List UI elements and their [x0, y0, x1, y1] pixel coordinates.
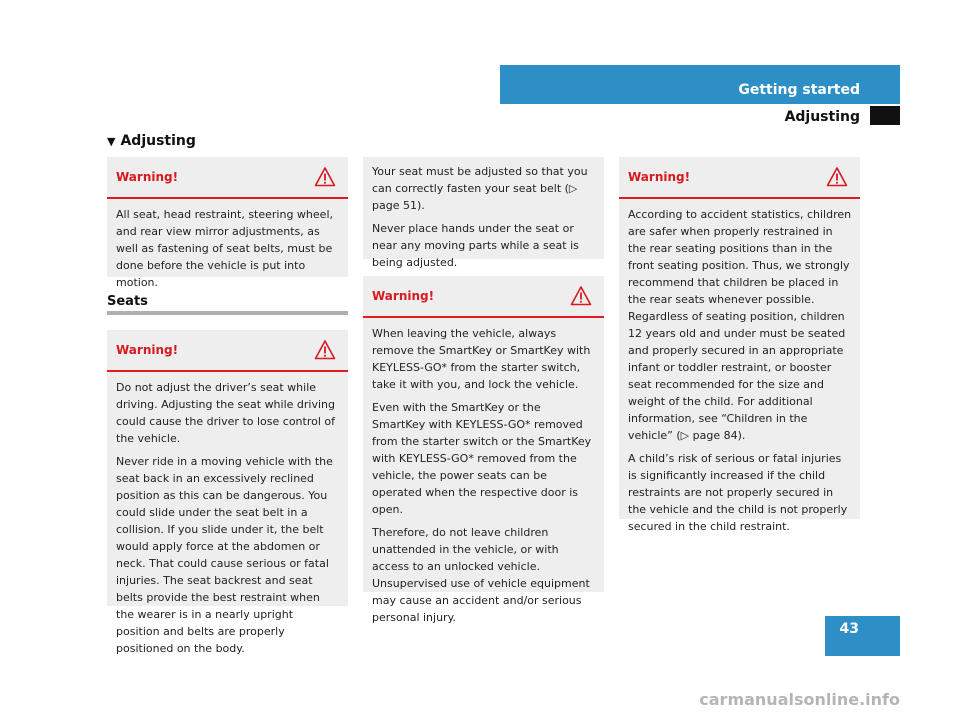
warning-triangle-icon — [826, 166, 848, 188]
paragraph: When leaving the vehicle, always remove the SmartKey or SmartKey with KEYLESS-GO* from the starter switch, take it with you, and lock the vehicle. — [372, 327, 591, 391]
warning-body — [107, 372, 348, 665]
warning-box-3 — [363, 276, 604, 624]
page-number-box — [825, 616, 900, 656]
paragraph: Do not adjust the driver’s seat while driving. Adjusting the seat while driving could cause the driver to lose control of the vehicle. — [116, 381, 335, 445]
warning-header — [107, 157, 348, 199]
warning-triangle-icon — [314, 166, 336, 188]
warning-body — [363, 318, 604, 634]
warning-header — [619, 157, 860, 199]
paragraph: Your seat must be adjusted so that you can correctly fasten your seat belt (▷ page 51). — [372, 165, 588, 212]
paragraph: A child’s risk of serious or fatal injuries is significantly increased if the child restraints are not properly secured in the vehicle and the child is not properly secured in the child restraint. — [628, 452, 848, 533]
note-box — [363, 157, 604, 269]
triangle-down-icon: ▼ — [107, 135, 116, 148]
note-body — [363, 157, 604, 279]
warning-title: Warning! — [372, 289, 435, 303]
warning-title: Warning! — [628, 170, 691, 184]
paragraph: Never ride in a moving vehicle with the seat back in an excessively reclined position as this can be dangerous. You could slide under the seat belt in a collision. If you slide under it, the belt would apply force at the abdomen or neck. That could cause serious or fatal injuries. The seat backrest and seat belts provide the best restraint when the wearer is in a nearly upright position and belts are properly positioned on the body. — [116, 455, 333, 655]
warning-body — [107, 199, 348, 299]
seats-heading: Seats — [107, 294, 148, 309]
warning-box-2 — [107, 330, 348, 655]
paragraph: All seat, head restraint, steering wheel, and rear view mirror adjustments, as well as fastening of seat belts, must be done before the vehicle is put into motion. — [116, 208, 333, 289]
footer-watermark: carmanualsonline.info — [699, 690, 900, 709]
page-heading — [107, 132, 196, 151]
warning-title: Warning! — [116, 170, 179, 184]
page-heading-text: Adjusting — [120, 133, 196, 149]
warning-header — [107, 330, 348, 372]
warning-title: Warning! — [116, 343, 179, 357]
warning-triangle-icon — [314, 339, 336, 361]
warning-triangle-icon — [570, 285, 592, 307]
warning-box-1 — [107, 157, 348, 289]
header-tab-marker — [870, 106, 900, 125]
warning-box-4 — [619, 157, 860, 533]
page-number: 43 — [839, 621, 859, 637]
subsection-title: Adjusting — [784, 109, 860, 125]
section-title: Getting started — [738, 82, 860, 98]
paragraph: Even with the SmartKey or the SmartKey with KEYLESS-GO* removed from the starter switch or the SmartKey with KEYLESS-GO* removed from the vehicle, the power seats can be operated when the respective door is open. — [372, 401, 592, 516]
paragraph: Therefore, do not leave children unattended in the vehicle, or with access to an unlocked vehicle. Unsupervised use of vehicle equipment may cause an accident and/or serious personal injury. — [372, 526, 590, 624]
warning-body — [619, 199, 860, 543]
paragraph: According to accident statistics, children are safer when properly restrained in the rear seating positions than in the front seating position. Thus, we strongly recommend that children be placed in the rear seats whenever possible. Regardless of seating position, children 12 years old and under must be seated and properly secured in an appropriate infant or toddler restraint, or booster seat recommended for the size and weight of the child. For additional information, see “Children in the vehicle” (▷ page 84). — [628, 208, 852, 442]
warning-header — [363, 276, 604, 318]
paragraph: Never place hands under the seat or near any moving parts while a seat is being adjusted. — [372, 222, 579, 269]
seats-divider — [107, 311, 348, 315]
